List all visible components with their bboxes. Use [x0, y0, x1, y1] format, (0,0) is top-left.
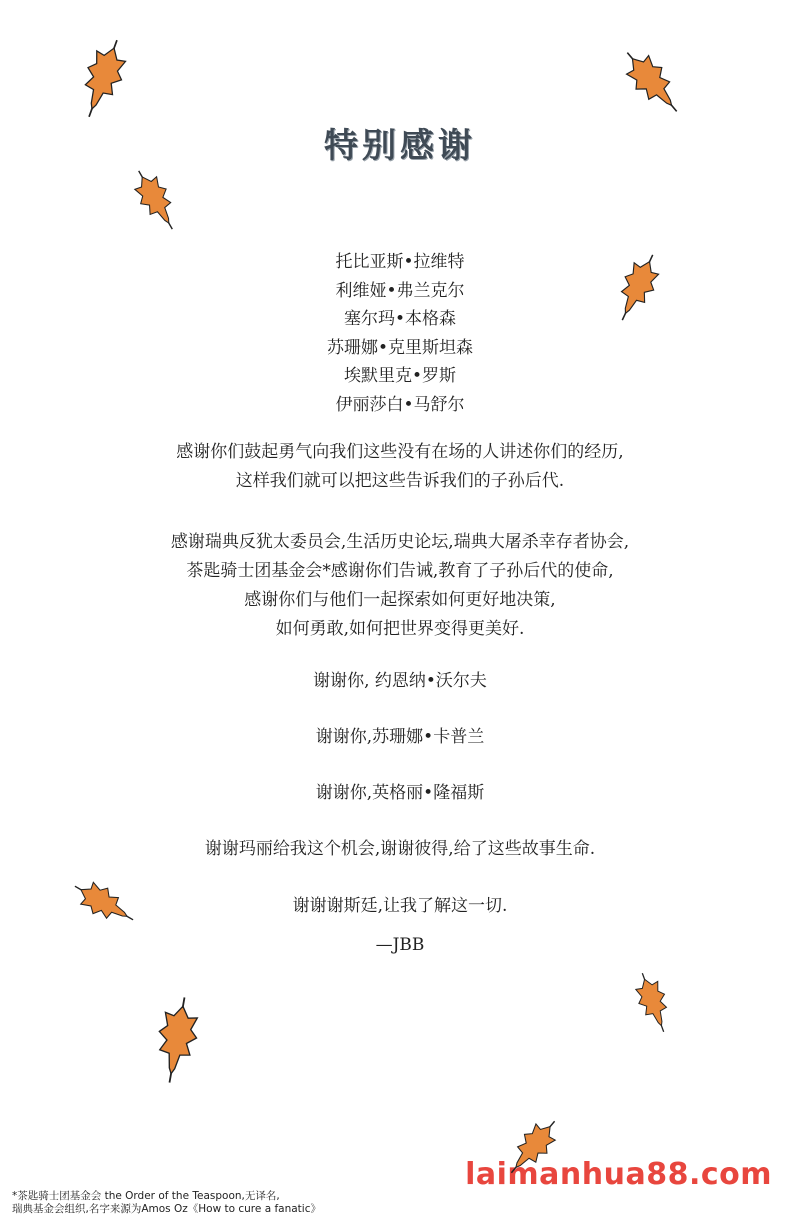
paragraph-line: 感谢你们鼓起勇气向我们这些没有在场的人讲述你们的经历, [176, 442, 624, 462]
leaf-icon [612, 42, 692, 122]
name-item: 伊丽莎白•马舒尔 [335, 394, 465, 415]
name-item: 苏珊娜•克里斯坦森 [326, 337, 474, 358]
watermark: laimanhua88.com [465, 1157, 772, 1192]
thanks-paragraph-1 [0, 438, 800, 496]
name-item: 埃默里克•罗斯 [343, 366, 457, 386]
leaf-icon [610, 250, 665, 325]
footnote-line: *茶匙骑士团基金会 the Order of the Teaspoon,无译名, [12, 1190, 280, 1202]
thanks-paragraph-2 [0, 528, 800, 644]
thanks-line-5: 谢谢谢斯廷,让我了解这一切. [292, 896, 508, 916]
leaf-icon [622, 970, 684, 1035]
thanks-line-1: 谢谢你, 约恩纳•沃尔夫 [313, 671, 487, 691]
paragraph-line: 这样我们就可以把这些告诉我们的子孙后代. [235, 471, 565, 491]
page-title: 特别感谢 [324, 126, 476, 166]
thanks-line-4: 谢谢玛丽给我这个机会,谢谢彼得,给了这些故事生命. [204, 839, 596, 859]
footnote-line: 瑞典基金会组织,名字来源为Amos Oz《How to cure a fanatic》 [12, 1203, 321, 1215]
leaf-icon [498, 1112, 568, 1182]
name-item: 托比亚斯•拉维特 [335, 252, 465, 272]
leaf-icon [58, 868, 150, 938]
name-item: 利维娅•弗兰克尔 [335, 280, 465, 301]
thanks-line-3: 谢谢你,英格丽•隆福斯 [315, 783, 485, 803]
paragraph-line: 如何勇敢,如何把世界变得更美好. [275, 619, 525, 639]
leaf-icon [128, 165, 183, 235]
signature: —JBB [375, 935, 425, 955]
name-item: 塞尔玛•本格森 [343, 309, 457, 329]
thanks-line-2: 谢谢你,苏珊娜•卡普兰 [315, 727, 485, 747]
leaf-icon [152, 995, 202, 1085]
paragraph-line: 茶匙骑士团基金会*感谢你们告诫,教育了子孙后代的使命, [186, 561, 614, 581]
footnote [12, 1190, 321, 1216]
names-list [0, 248, 800, 419]
paragraph-line: 感谢瑞典反犹太委员会,生活历史论坛,瑞典大屠杀幸存者协会, [170, 532, 630, 552]
leaf-icon [78, 36, 128, 121]
paragraph-line: 感谢你们与他们一起探索如何更好地决策, [244, 590, 556, 610]
